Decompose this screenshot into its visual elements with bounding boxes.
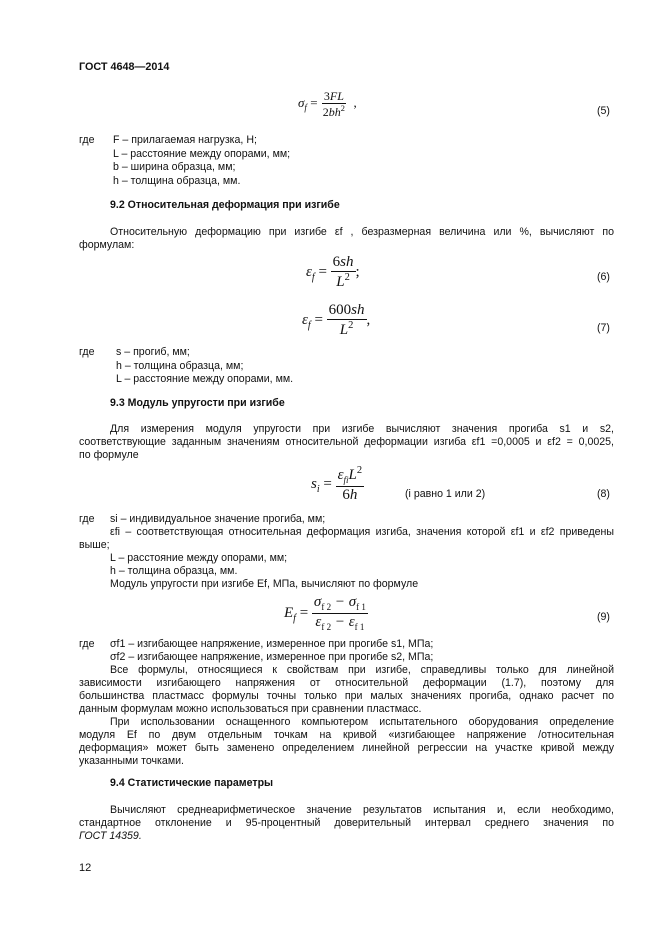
paragraph-line: Относительную деформацию при изгибе εf , безразмерная величина или %, вычисляют по: [110, 226, 614, 238]
where-line: εfi – соответствующая относительная деформация изгиба, значения которой εf1 и εf2 приведены: [110, 526, 614, 538]
where-line: h – толщина образца, мм.: [113, 174, 241, 187]
formula-9-number: (9): [597, 611, 610, 623]
where-list-5: [113, 134, 290, 188]
where-label-8: где: [79, 513, 95, 525]
formula-6: $\varepsilon_f$ = $\frac{6sh}{L^2}$ ;: [306, 254, 360, 290]
where-line: h – толщина образца, мм.: [110, 565, 238, 577]
paragraph-line: Все формулы, относящиеся к свойствам при изгибе, справедливы только для линейной: [110, 664, 614, 676]
formula-5-number: (5): [597, 105, 610, 117]
formula-6-number: (6): [597, 271, 610, 283]
formula-8-note: (i равно 1 или 2): [405, 488, 486, 500]
where-line: L – расстояние между опорами, мм.: [116, 373, 294, 385]
where-line: L – расстояние между опорами, мм;: [110, 552, 288, 564]
paragraph-line: деформация» может быть заменено определением линейной регрессии на участке кривой между: [79, 742, 614, 754]
paragraph-line: модуля Ef по двум отдельным точкам на кривой «изгибающее напряжение /относительная: [79, 729, 614, 741]
where-label-9: где: [79, 638, 95, 650]
paragraph-line: указанными точками.: [79, 755, 184, 767]
where-line: b – ширина образца, мм;: [113, 161, 236, 173]
where-line: h – толщина образца, мм;: [116, 359, 244, 372]
where-line: σf1 – изгибающее напряжение, измеренное при прогибе s1, МПа;: [110, 638, 434, 650]
where-line: L – расстояние между опорами, мм;: [113, 147, 291, 160]
where-line: выше;: [79, 539, 110, 551]
page-number: 12: [79, 862, 92, 874]
section-heading-9-3: 9.3 Модуль упругости при изгибе: [110, 397, 285, 409]
paragraph-line: соответствующие заданным значениям относительной деформации изгиба εf1 =0,0005 и εf2 = 0,0025,: [79, 436, 614, 448]
where-list-7: [116, 346, 293, 387]
paragraph-line: Для измерения модуля упругости при изгибе вычисляют значения прогиба s1 и s2,: [110, 423, 614, 435]
where-line: F – прилагаемая нагрузка, Н;: [113, 134, 257, 146]
section-heading-9-2: 9.2 Относительная деформация при изгибе: [110, 199, 340, 211]
where-label-5: где: [79, 134, 95, 146]
formula-7: $\varepsilon_f$ = $\frac{600sh}{L^2}$ ,: [302, 302, 371, 338]
formula-7-number: (7): [597, 322, 610, 334]
paragraph-line: Модуль упругости при изгибе Ef, МПа, вычисляют по формуле: [110, 578, 419, 590]
where-line: s – прогиб, мм;: [116, 346, 190, 358]
formula-8: $s_i$ = $\frac{\varepsilon_{fi}L^2}{6h}$: [311, 465, 363, 503]
document-header: ГОСТ 4648—2014: [79, 61, 170, 73]
paragraph-line: большинства пластмасс формулы точны только при малых значениях прогиба, однако расчет по: [79, 690, 614, 702]
standard-reference: ГОСТ 14359.: [79, 830, 142, 842]
paragraph-line: При использовании оснащенного компьютером испытательного оборудования определение: [110, 716, 614, 728]
where-label-7: где: [79, 346, 95, 358]
formula-8-number: (8): [597, 488, 610, 500]
where-line: σf2 – изгибающее напряжение, измеренное при прогибе s2, МПа;: [110, 651, 434, 663]
section-heading-9-4: 9.4 Статистические параметры: [110, 777, 274, 789]
paragraph-line: стандартное отклонение и 95-процентный доверительный интервал среднего значения по: [79, 817, 614, 829]
paragraph-line: данным формулам можно использоваться при сравнении пластмасс.: [79, 703, 422, 715]
paragraph-line: формулам:: [79, 239, 135, 251]
formula-5: $\sigma_f$ = $\frac{3FL}{2bh^2}$ ,: [298, 89, 357, 119]
paragraph-line: зависимости изгибающего напряжения от относительной деформации (1.7), поэтому для: [79, 677, 614, 689]
paragraph-line: по формуле: [79, 449, 139, 461]
formula-9: $E_f$ = $\frac{\sigma_{f 2} - \sigma_{f 1}}{\varepsilon_{f 2} - \varepsilon_{f 1}}$: [284, 594, 366, 632]
paragraph-line: Вычисляют среднеарифметическое значение результатов испытания и, если необходимо,: [110, 804, 614, 816]
where-line: si – индивидуальное значение прогиба, мм;: [110, 513, 326, 525]
